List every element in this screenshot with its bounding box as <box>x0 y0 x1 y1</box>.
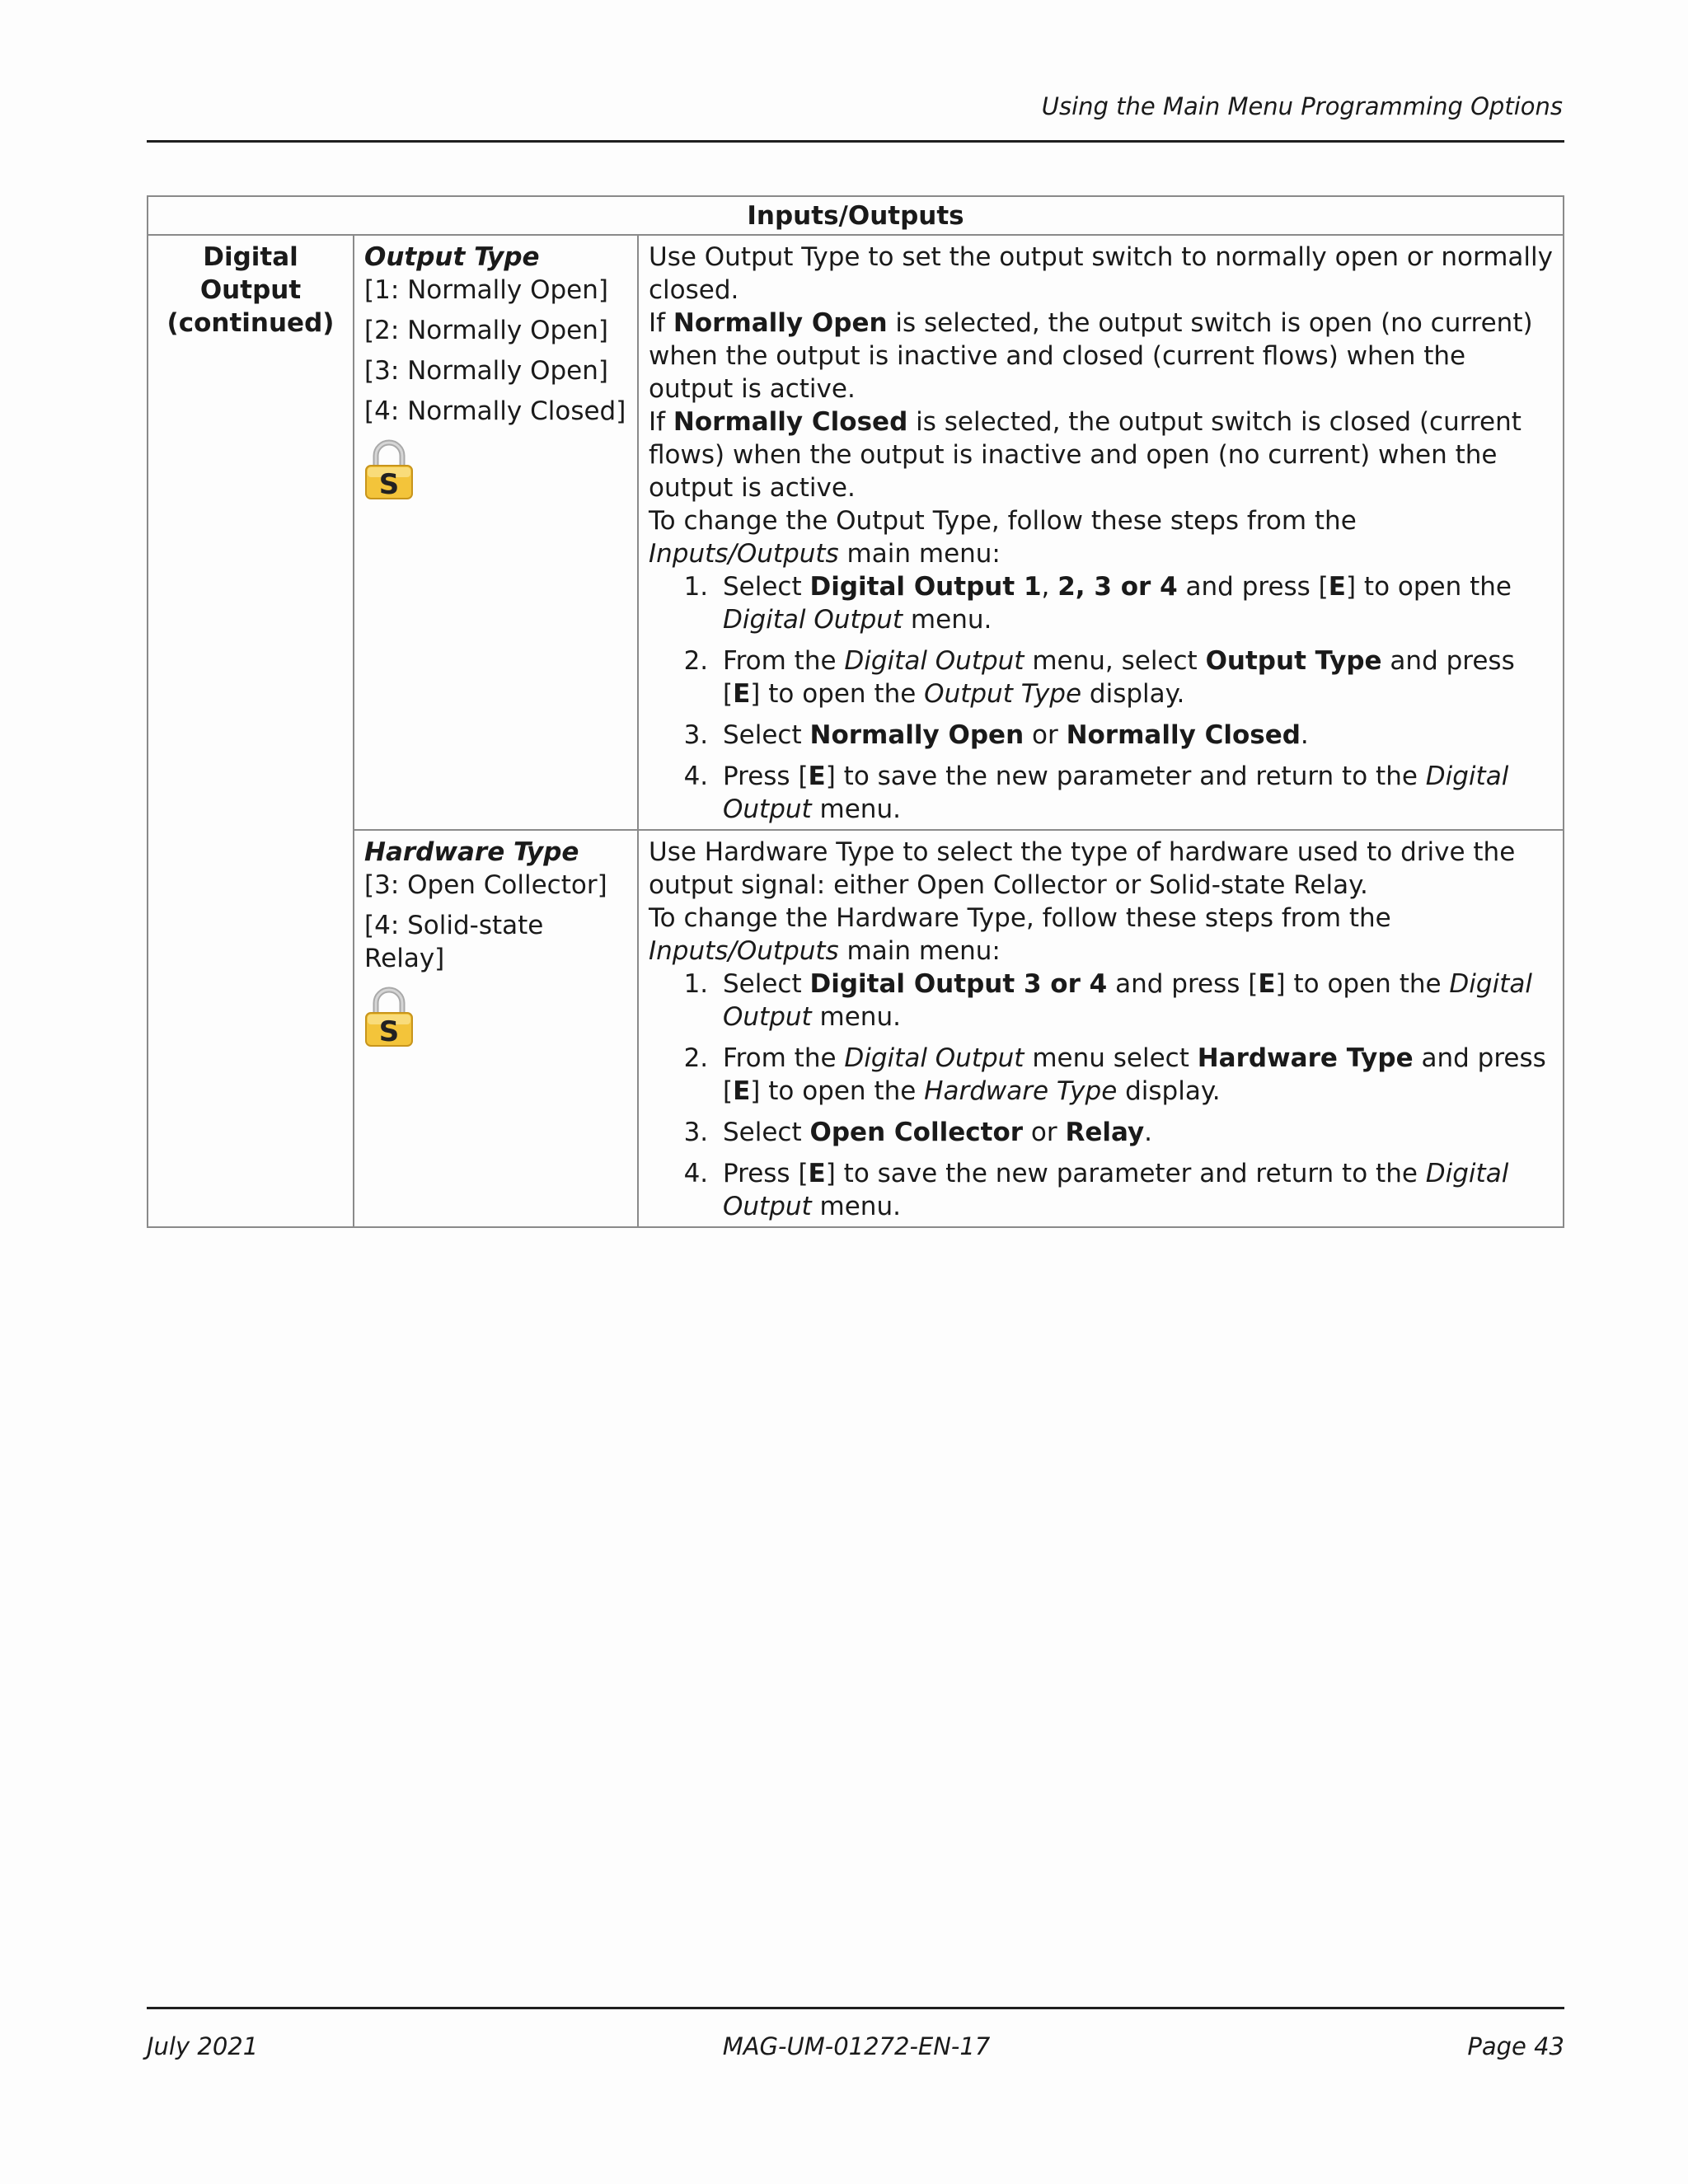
parameter-cell <box>354 830 638 1227</box>
description-paragraph <box>649 405 1553 504</box>
table-row <box>148 235 1564 830</box>
step-text-run: display. <box>1117 1076 1221 1106</box>
step-text-run: E <box>1328 572 1346 602</box>
step-text-run: E <box>733 1076 751 1106</box>
paragraph-text-run: Inputs/Outputs <box>649 539 839 569</box>
description-paragraph <box>649 307 1553 405</box>
step-text-run: menu. <box>903 605 992 635</box>
table-header-row <box>148 196 1564 235</box>
header-rule <box>147 140 1564 143</box>
step-text-run: display. <box>1081 679 1185 709</box>
step-item <box>716 968 1553 1033</box>
paragraph-text-run: Use Output Type to set the output switch to normally open or normally closed. <box>649 242 1553 305</box>
step-text-run: Open Collector <box>809 1118 1024 1147</box>
step-item <box>716 760 1553 826</box>
step-text-run: or <box>1024 720 1067 750</box>
step-text-run: Select <box>723 572 810 602</box>
category-continued: (continued) <box>166 308 335 338</box>
step-text-run: Digital Output <box>723 762 1509 824</box>
step-text-run: menu. <box>811 794 901 824</box>
step-text-run: ] to save the new parameter and return to the <box>825 1159 1426 1188</box>
step-text-run: . <box>1144 1118 1153 1147</box>
description-paragraph <box>649 902 1553 968</box>
paragraph-text-run: If <box>649 407 673 437</box>
table-title: Inputs/Outputs <box>148 196 1564 235</box>
paragraph-text-run: To change the Output Type, follow these steps from the <box>649 506 1357 536</box>
step-text-run: ] to save the new parameter and return to the <box>825 762 1426 791</box>
paragraph-text-run: If <box>649 308 673 338</box>
paragraph-text-run: Normally Closed <box>673 407 908 437</box>
description-cell <box>638 830 1564 1227</box>
paragraph-text-run: Use Hardware Type to select the type of hardware used to drive the output signal: either Open Collector or Solid-state Relay. <box>649 837 1516 900</box>
step-text-run: and press [ <box>723 1043 1546 1106</box>
step-text-run: ] to open the <box>1275 969 1450 999</box>
paragraph-text-run: Inputs/Outputs <box>649 936 839 966</box>
step-text-run: ] to open the <box>750 679 925 709</box>
step-text-run: menu select <box>1024 1043 1198 1073</box>
category-name: Digital Output <box>199 242 302 305</box>
step-text-run: Digital Output <box>844 1043 1025 1073</box>
step-text-run: Press [ <box>723 762 809 791</box>
step-text-run: or <box>1023 1118 1066 1147</box>
parameter-option: [4: Normally Closed] <box>364 396 626 426</box>
step-text-run: menu. <box>811 1192 901 1221</box>
paragraph-text-run: is selected, the output switch is closed (current flows) when the output is inactive and open (no current) when the output is active. <box>649 407 1522 503</box>
step-text-run: . <box>1300 720 1309 750</box>
padlock-icon <box>364 439 414 500</box>
step-text-run: Digital Output <box>723 969 1532 1032</box>
step-text-run: Digital Output 1 <box>809 572 1042 602</box>
step-text-run: Output Type <box>1205 646 1382 676</box>
description-paragraph <box>649 241 1553 307</box>
steps-list <box>649 968 1553 1223</box>
step-text-run: Hardware Type <box>924 1076 1118 1106</box>
step-text-run: Relay <box>1065 1118 1145 1147</box>
parameter-option: [3: Normally Open] <box>364 356 608 386</box>
step-text-run: Output Type <box>924 679 1082 709</box>
parameter-name: Hardware Type <box>364 837 579 867</box>
step-item <box>716 1042 1553 1108</box>
step-text-run: Digital Output 3 or 4 <box>809 969 1108 999</box>
step-text-run: Select <box>723 720 810 750</box>
paragraph-text-run: Normally Open <box>673 308 888 338</box>
step-item <box>716 644 1553 710</box>
step-text-run: Normally Open <box>809 720 1025 750</box>
description-paragraph <box>649 504 1553 570</box>
step-text-run: Digital Output <box>723 605 903 635</box>
step-text-run: E <box>733 679 751 709</box>
paragraph-text-run: is selected, the output switch is open (no current) when the output is inactive and closed (current flows) when the output is active. <box>649 308 1533 404</box>
footer-rule <box>147 2007 1564 2009</box>
step-text-run: Hardware Type <box>1197 1043 1414 1073</box>
description-paragraph <box>649 836 1553 902</box>
inputs-outputs-table <box>147 195 1564 1228</box>
lock-letter: S <box>378 1015 400 1047</box>
step-text-run: From the <box>723 646 845 676</box>
footer-doc-id: MAG-UM-01272-EN-17 <box>722 2032 991 2060</box>
steps-list <box>649 570 1553 826</box>
footer-page-number: Page 43 <box>1467 2032 1564 2060</box>
step-text-run: Select <box>723 1118 810 1147</box>
step-text-run: and press [ <box>1107 969 1259 999</box>
parameter-option: [2: Normally Open] <box>364 316 608 345</box>
step-text-run: menu, select <box>1024 646 1206 676</box>
step-item <box>716 1157 1553 1223</box>
lock-letter: S <box>378 468 400 500</box>
step-text-run: and press [ <box>1177 572 1329 602</box>
parameter-option: [3: Open Collector] <box>364 870 607 900</box>
paragraph-text-run: main menu: <box>838 936 1001 966</box>
table-row <box>148 830 1564 1227</box>
step-text-run: E <box>808 1159 826 1188</box>
step-text-run: ] to open the <box>1345 572 1512 602</box>
step-text-run: Select <box>723 969 810 999</box>
step-text-run: Digital Output <box>844 646 1025 676</box>
step-text-run: Digital Output <box>723 1159 1509 1221</box>
category-cell <box>148 235 354 1227</box>
parameter-cell <box>354 235 638 830</box>
description-cell <box>638 235 1564 830</box>
step-item <box>716 570 1553 636</box>
step-text-run: , <box>1041 572 1058 602</box>
step-text-run: 2, 3 or 4 <box>1057 572 1178 602</box>
paragraph-text-run: main menu: <box>838 539 1001 569</box>
step-text-run: menu. <box>811 1002 901 1032</box>
parameter-name: Output Type <box>364 242 540 272</box>
step-text-run: and press [ <box>723 646 1515 709</box>
step-text-run: From the <box>723 1043 845 1073</box>
step-text-run: E <box>1258 969 1276 999</box>
step-text-run: Normally Closed <box>1066 720 1301 750</box>
step-text-run: ] to open the <box>750 1076 925 1106</box>
parameter-option: [4: Solid-state Relay] <box>364 911 544 973</box>
paragraph-text-run: To change the Hardware Type, follow these steps from the <box>649 903 1391 933</box>
step-text-run: E <box>808 762 826 791</box>
step-item <box>716 719 1553 752</box>
footer-date: July 2021 <box>147 2032 259 2060</box>
parameter-option: [1: Normally Open] <box>364 275 608 305</box>
step-item <box>716 1116 1553 1149</box>
running-header: Using the Main Menu Programming Options <box>1041 92 1563 120</box>
step-text-run: Press [ <box>723 1159 809 1188</box>
padlock-icon <box>364 987 414 1047</box>
